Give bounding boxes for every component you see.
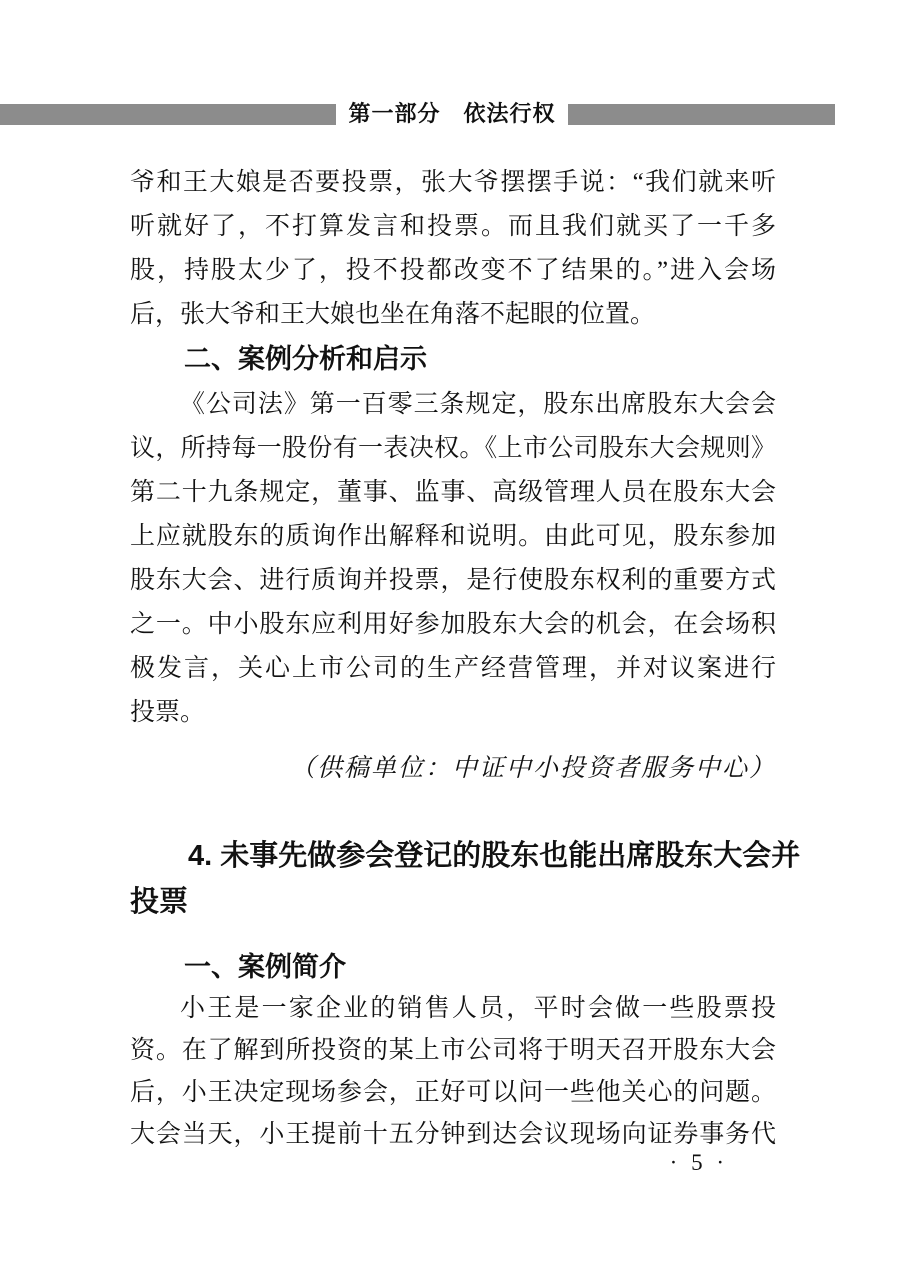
text-line: 大会当天，小王提前十五分钟到达会议现场向证券事务代 [130,1121,776,1148]
text-line: 股，持股太少了，投不投都改变不了结果的。”进入会场 [130,257,776,284]
chapter-heading-line2: 投票 [130,886,189,918]
text-line: 后，小王决定现场参会，正好可以问一些他关心的问题。 [130,1079,776,1106]
text-line: 议，所持每一股份有一表决权。《上市公司股东大会规则》 [130,435,776,462]
header-bar-right [568,104,835,125]
text-line: 上应就股东的质询作出解释和说明。由此可见，股东参加 [130,523,776,550]
section-heading-case-intro: 一、案例简介 [184,952,346,982]
chapter-heading-line1: 4. 未事先做参会登记的股东也能出席股东大会并 [188,840,801,872]
header-bar-left [0,104,336,125]
section-heading-case-analysis: 二、案例分析和启示 [184,344,427,374]
text-line: 第二十九条规定，董事、监事、高级管理人员在股东大会 [130,479,776,506]
running-head-title: 第一部分 依法行权 [348,101,556,126]
text-line: 极发言，关心上市公司的生产经营管理，并对议案进行 [130,655,776,682]
text-line: 资。在了解到所投资的某上市公司将于明天召开股东大会 [130,1037,776,1064]
text-line: 股东大会、进行质询并投票，是行使股东权利的重要方式 [130,567,776,594]
text-line: 小王是一家企业的销售人员，平时会做一些股票投 [180,995,776,1022]
text-line: 《公司法》第一百零三条规定，股东出席股东大会会 [180,391,776,418]
page-number: · 5 · [669,1150,728,1175]
text-line: 之一。中小股东应利用好参加股东大会的机会，在会场积 [130,611,776,638]
text-line: 听就好了，不打算发言和投票。而且我们就买了一千多 [130,213,776,240]
attribution-line: （供稿单位：中证中小投资者服务中心） [289,755,776,782]
text-line: 投票。 [130,699,206,726]
text-line: 爷和王大娘是否要投票，张大爷摆摆手说：“我们就来听 [130,169,776,196]
text-line: 后，张大爷和王大娘也坐在角落不起眼的位置。 [130,301,656,328]
